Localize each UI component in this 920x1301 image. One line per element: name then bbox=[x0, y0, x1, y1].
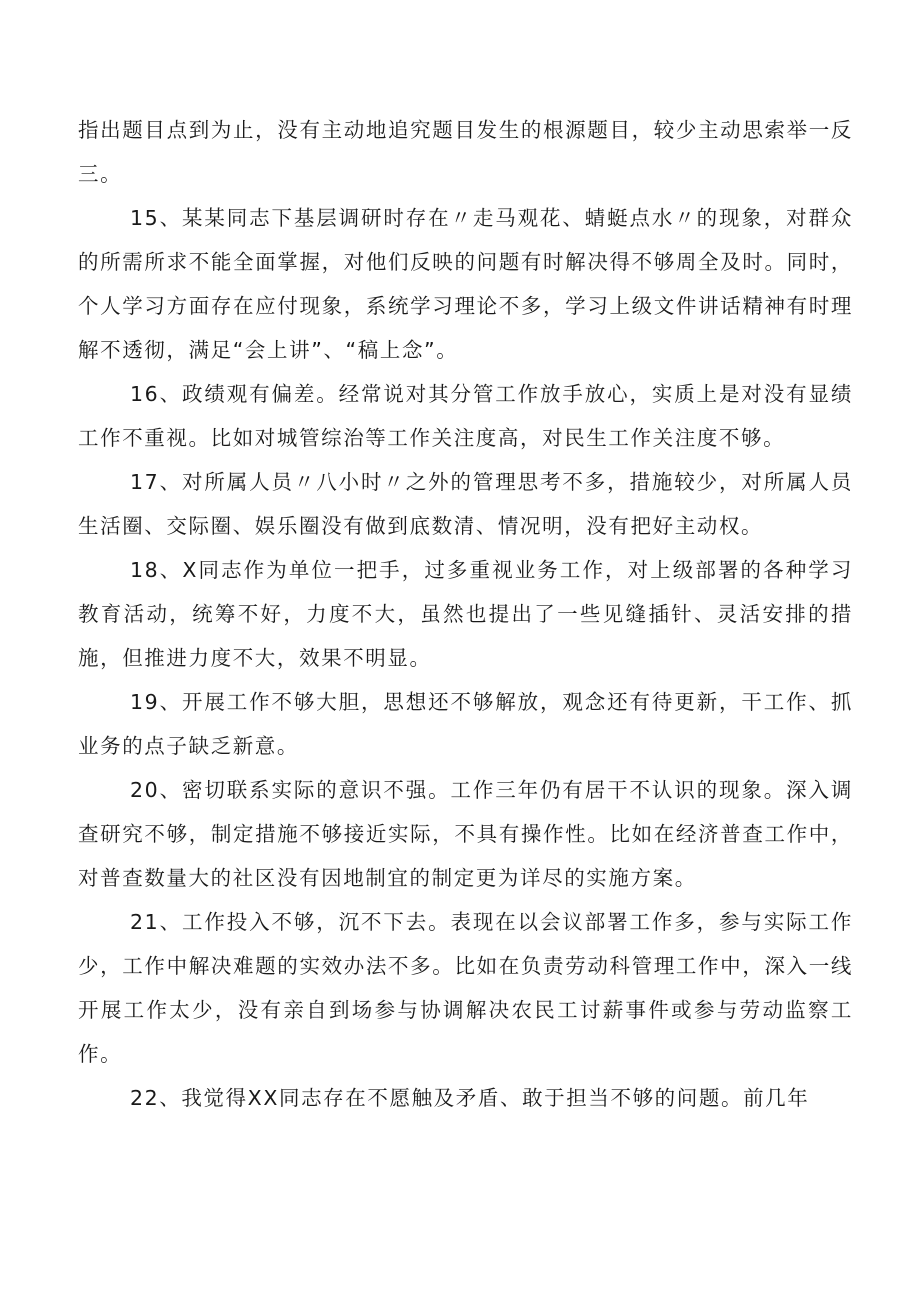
paragraph-item-16: 16、政绩观有偏差。经常说对其分管工作放手放心，实质上是对没有显绩工作不重视。比如对城管综治等工作关注度高，对民生工作关注度不够。 bbox=[78, 382, 853, 450]
document-body bbox=[78, 108, 853, 1120]
paragraph-item-22: 22、我觉得XX同志存在不愿触及矛盾、敢于担当不够的问题。前几年 bbox=[130, 1086, 810, 1110]
paragraph-item-20: 20、密切联系实际的意识不强。工作三年仍有居干不认识的现象。深入调查研究不够，制定措施不够接近实际，不具有操作性。比如在经济普查工作中，对普查数量大的社区没有因地制宜的制定更为详尽的实施方案。 bbox=[78, 778, 853, 890]
paragraph-item-15: 15、某某同志下基层调研时存在〃走马观花、蜻蜓点水〃的现象，对群众的所需所求不能全面掌握，对他们反映的问题有时解决得不够周全及时。同时，个人学习方面存在应付现象，系统学习理论不多，学习上级文件讲话精神有时理解不透彻，满足“会上讲”、“稿上念”。 bbox=[78, 206, 853, 362]
paragraph-item-17: 17、对所属人员〃八小时〃之外的管理思考不多，措施较少，对所属人员生活圈、交际圈、娱乐圈没有做到底数清、情况明，没有把好主动权。 bbox=[78, 470, 853, 538]
paragraph-item-18: 18、X同志作为单位一把手，过多重视业务工作，对上级部署的各种学习教育活动，统筹不好，力度不大，虽然也提出了一些见缝插针、灵活安排的措施，但推进力度不大，效果不明显。 bbox=[78, 558, 853, 670]
paragraph-item-19: 19、开展工作不够大胆，思想还不够解放，观念还有待更新，干工作、抓业务的点子缺乏新意。 bbox=[78, 690, 853, 758]
paragraph-item-21: 21、工作投入不够，沉不下去。表现在以会议部署工作多，参与实际工作少，工作中解决难题的实效办法不多。比如在负责劳动科管理工作中，深入一线开展工作太少，没有亲自到场参与协调解决农民工讨薪事件或参与劳动监察工作。 bbox=[78, 910, 853, 1066]
paragraph-continuation: 指出题目点到为止，没有主动地追究题目发生的根源题目，较少主动思索举一反三。 bbox=[78, 118, 853, 186]
